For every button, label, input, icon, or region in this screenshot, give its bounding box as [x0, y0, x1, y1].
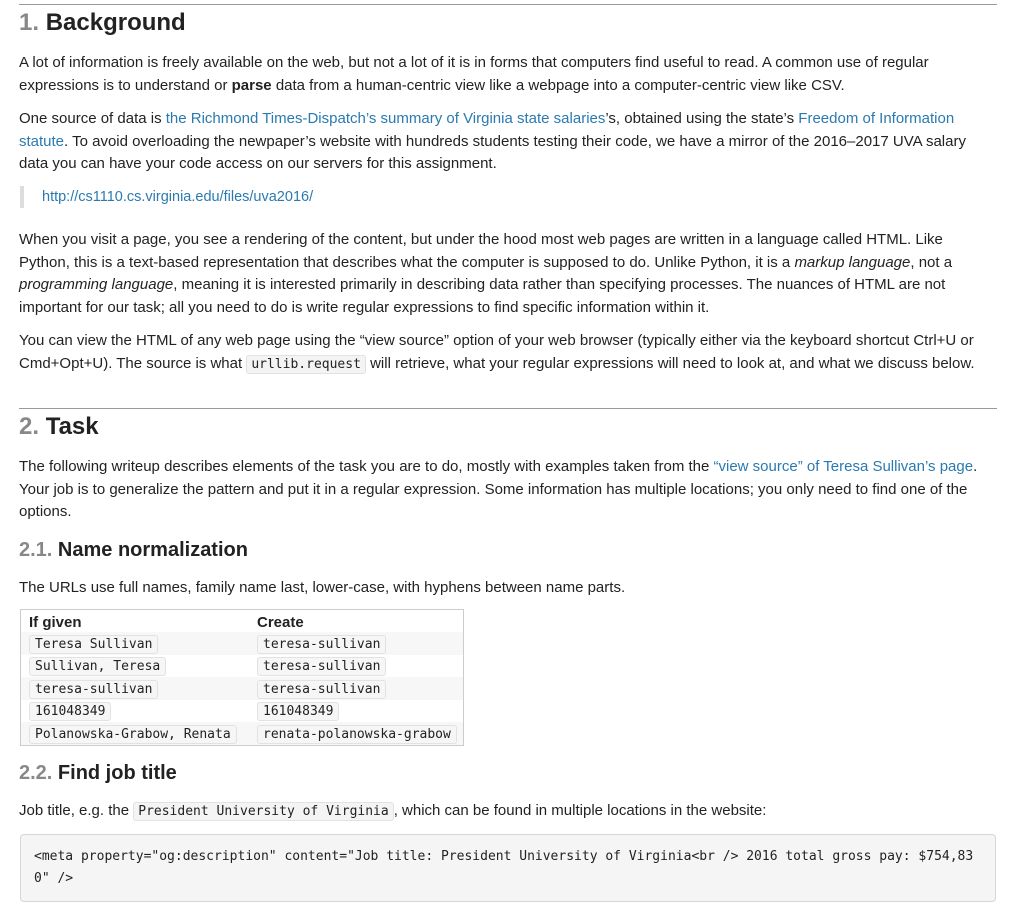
cell-code: teresa-sullivan: [257, 680, 386, 699]
link-foi-statute[interactable]: Freedom of Information statute: [19, 110, 955, 150]
cell-code: teresa-sullivan: [257, 635, 386, 654]
table-cell: [249, 655, 464, 678]
table-cell: [21, 722, 250, 745]
heading-text: Name normalization: [57, 539, 248, 561]
code-block-text: <meta property="og:description" content="Job title: President University of Virginia<br /> 2016 total gross pay: $754,830" />: [20, 834, 996, 902]
text: You can view the HTML of any web page using the “view source” option of your web browser (typically either via the keyboard shortcut Ctrl+U or Cmd+Opt+U). The source is what: [19, 332, 974, 372]
paragraph-html-explained: [19, 229, 997, 319]
code-president-title: President University of Virginia: [133, 802, 393, 821]
text: , which can be found in multiple locations in the website:: [393, 802, 767, 819]
heading-number: 2.1.: [19, 539, 53, 561]
code-block-meta: [20, 834, 996, 902]
text: will retrieve, what your regular expressions will need to look at, and what we discuss below.: [365, 354, 975, 372]
heading-number: 2.2.: [19, 762, 53, 784]
paragraph-task-intro: [19, 456, 997, 524]
cell-code: teresa-sullivan: [257, 657, 386, 676]
em-programming-language: programming language: [19, 276, 174, 293]
paragraph-job-title: [19, 800, 997, 824]
link-uva2016-mirror[interactable]: http://cs1110.cs.virginia.edu/files/uva2016/: [42, 189, 314, 205]
bold-parse: parse: [231, 76, 272, 94]
text: The following writeup describes elements of the task you are to do, mostly with examples taken from the: [19, 458, 714, 475]
section-rule-background: [19, 4, 997, 5]
section-rule-task: [19, 408, 997, 409]
text: , not a: [910, 253, 953, 271]
em-markup-language: markup language: [794, 253, 911, 271]
heading-find-job-title: [19, 760, 997, 786]
table-row: [21, 722, 464, 745]
table-row: [21, 632, 464, 655]
heading-text: Background: [45, 9, 186, 36]
heading-text: Find job title: [57, 762, 177, 784]
heading-text: Task: [45, 413, 99, 440]
cell-code: teresa-sullivan: [29, 680, 158, 699]
text: data from a human-centric view like a webpage into a computer-centric view like CSV.: [271, 76, 845, 94]
table-row: [21, 677, 464, 700]
table-cell: [21, 677, 250, 700]
text: A lot of information is freely available on the web, but not a lot of it is in forms that computers find useful to read. A common use of regular expressions is to understand or: [19, 54, 929, 94]
table-row: [21, 655, 464, 678]
table-cell: [249, 677, 464, 700]
heading-number: 1.: [19, 9, 40, 36]
text: ’s, obtained using the state’s: [605, 110, 799, 127]
table-cell: [21, 655, 250, 678]
cell-code: Teresa Sullivan: [29, 635, 158, 654]
text: , meaning it is interested primarily in describing data rather than specifying processes. The nuances of HTML are not important for our task; all you need to do is write regular expressions to find specific information within it.: [19, 276, 946, 316]
text: . To avoid overloading the newpaper’s website with hundreds students testing their code, we have a mirror of the 2016–2017 UVA salary data you can have your code access on our servers for this assignment.: [19, 132, 966, 172]
table-header-row: [21, 610, 464, 633]
name-normalization-table: [20, 609, 464, 746]
paragraph-view-source: [19, 330, 997, 376]
text: One source of data is: [19, 110, 166, 127]
heading-name-normalization: [19, 537, 997, 563]
table-cell: [21, 632, 250, 655]
cell-code: Polanowska-Grabow, Renata: [29, 725, 237, 744]
heading-task: [19, 412, 997, 442]
text: The URLs use full names, family name last, lower-case, with hyphens between name parts.: [19, 579, 626, 596]
cell-code: renata-polanowska-grabow: [257, 725, 457, 744]
text: Job title, e.g. the: [19, 802, 134, 819]
text: . Your job is to generalize the pattern and put it in a regular expression. Some information has multiple locations; you only need to find one of the options.: [19, 458, 978, 520]
column-header-create: Create: [257, 613, 304, 631]
code-urllib-request: urllib.request: [246, 355, 366, 374]
paragraph-url-format: [19, 577, 997, 600]
paragraph-data-source: [19, 108, 997, 176]
column-header-if-given: If given: [29, 613, 82, 631]
table-cell: [249, 700, 464, 723]
cell-code: 161048349: [29, 702, 111, 721]
table-cell: [21, 700, 250, 723]
table-cell: [249, 632, 464, 655]
heading-background: [19, 8, 997, 38]
cell-code: 161048349: [257, 702, 339, 721]
link-view-source-sullivan[interactable]: “view source” of Teresa Sullivan’s page: [713, 458, 974, 475]
cell-code: Sullivan, Teresa: [29, 657, 166, 676]
table-cell: [249, 722, 464, 745]
text: When you visit a page, you see a rendering of the content, but under the hood most web pages are written in a language called HTML. Like Python, this is a text-based representation that describes what the computer is supposed to do. Unlike Python, it is a: [19, 231, 943, 271]
paragraph-intro: [19, 52, 997, 97]
link-richmond-times-dispatch[interactable]: the Richmond Times-Dispatch’s summary of Virginia state salaries: [165, 110, 606, 127]
heading-number: 2.: [19, 413, 40, 440]
table-row: [21, 700, 464, 723]
blockquote-mirror-url: [20, 186, 998, 208]
